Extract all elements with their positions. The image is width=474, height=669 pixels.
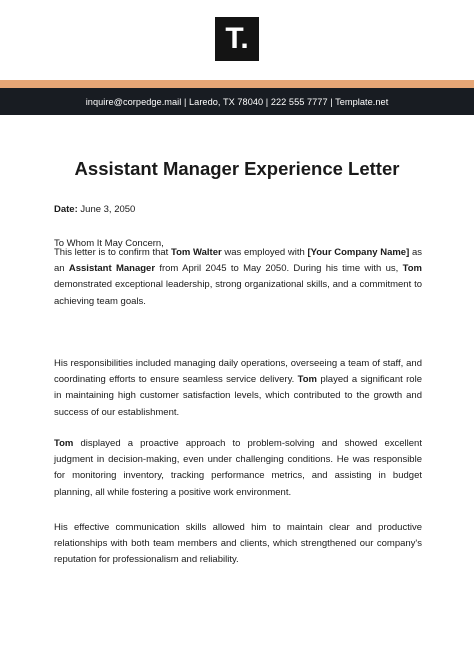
employee-short-name: Tom — [297, 374, 318, 386]
date-label: Date: — [54, 204, 78, 215]
text-span: demonstrated exceptional leadership, strong organizational skills, and a commitment to achieving team goals. — [54, 279, 422, 307]
logo-text: T. — [225, 22, 249, 55]
contact-header-band — [0, 88, 474, 115]
text-span: played a significant role in maintaining high customer satisfaction levels, which contributed to the growth and success of our establishment. — [54, 374, 422, 418]
paragraph-employment — [54, 245, 422, 310]
company-logo — [215, 17, 259, 61]
employee-name: Tom Walter — [170, 247, 222, 258]
paragraph-performance — [54, 436, 422, 501]
date-value: June 3, 2050 — [80, 204, 136, 215]
accent-bar — [0, 80, 474, 88]
employee-short-name: Tom — [402, 263, 422, 275]
text-span: displayed a proactive approach to problem-solving and showed excellent judgment in decision-making, even under challenging conditions. He was responsible for monitoring inventory, tracking performance metrics, and assisting in budget planning, all while fostering a positive work environment. — [54, 438, 422, 498]
text-span: from April 2045 to May 2050. During his time with us, — [155, 263, 403, 275]
text-span: His responsibilities included managing daily operations, overseeing a team of staff, and coordinating efforts to ensure seamless service delivery. — [54, 358, 422, 386]
letter-greeting: To Whom It May Concern, — [54, 238, 164, 249]
paragraph-responsibilities — [54, 356, 422, 421]
paragraph-communication — [54, 520, 422, 569]
company-name: [Your Company Name] — [307, 247, 410, 258]
position-title: Assistant Manager — [68, 263, 156, 275]
employee-short-name: Tom — [54, 438, 74, 449]
letter-title: Assistant Manager Experience Letter — [74, 158, 400, 179]
text-span: His effective communication skills allowed him to maintain clear and productive relationships with both team members and clients, which strengthened our company's reputation for professionalism and reliability. — [54, 522, 422, 566]
text-span: was employed with — [221, 247, 308, 258]
contact-info: inquire@corpedge.mail | Laredo, TX 78040 | 222 555 7777 | Template.net — [85, 96, 389, 107]
letter-date — [54, 202, 422, 218]
text-span: This letter is to confirm that — [54, 247, 171, 258]
text-span: as an — [54, 247, 422, 275]
